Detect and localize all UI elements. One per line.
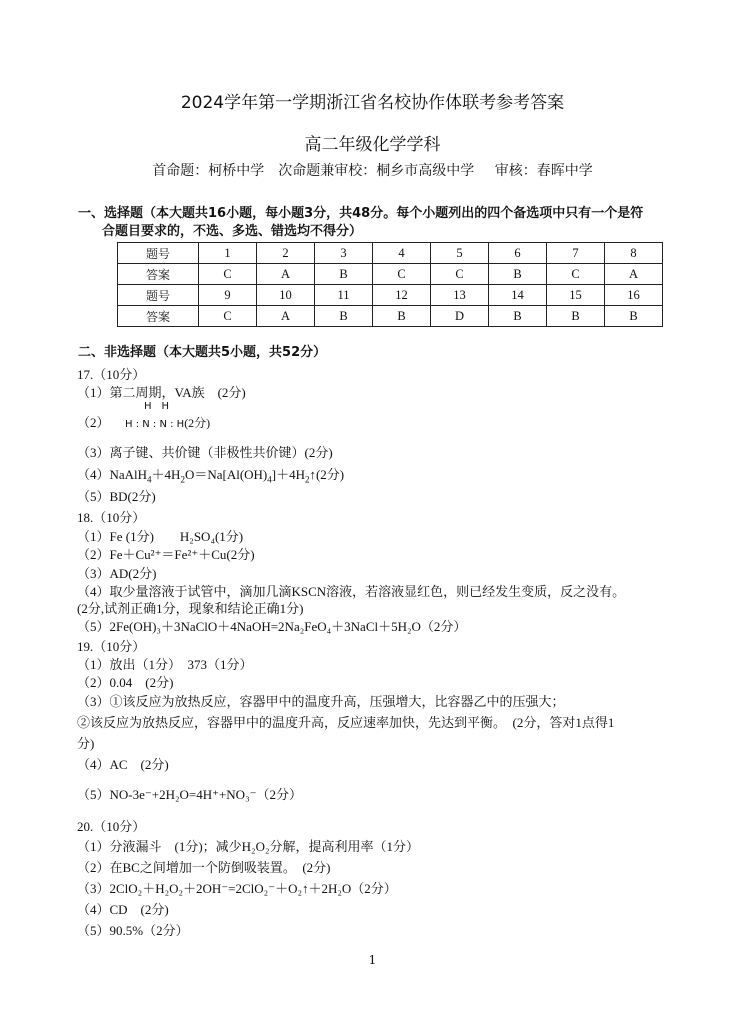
question-number: 7 (547, 243, 605, 264)
q18-heading: 18.（10分） (77, 510, 146, 525)
question-number: 8 (605, 243, 663, 264)
q17-heading: 17.（10分） (77, 367, 146, 382)
question-number: 16 (605, 285, 663, 306)
answer-cell: A (257, 306, 315, 327)
q17-answer-4: $(4)NaAlH_4+4H_2O=Na[Al(OH)_4]+4H_2↑(2$分) (77, 467, 345, 485)
question-number: 3 (315, 243, 373, 264)
answer-cell: C (199, 264, 257, 285)
section1-heading-cont: 合题目要求的，不选、多选、错选均不得分） (102, 224, 363, 239)
answer-cell: B (489, 264, 547, 285)
q18-answer-2: （2）Fe＋Cu²⁺＝Fe²⁺＋Cu(2分) (77, 547, 255, 562)
q19-answer-3-score: 分) (77, 736, 95, 751)
answer-cell: B (489, 306, 547, 327)
row-label-question: 题号 (118, 285, 199, 306)
q19-answer-4: （4）AC (2分) (77, 757, 169, 772)
lewis-top-h: H H (144, 401, 170, 412)
q20-heading: 20.（10分） (77, 819, 146, 834)
question-number: 15 (547, 285, 605, 306)
q20-answer-4: （4）CD (2分) (77, 902, 169, 917)
q19-answer-3-point2: ②该反应为放热反应，容器甲中的温度升高，反应速率加快，先达到平衡。 (2分，答对1点得1 (77, 715, 615, 730)
q19-answer-1: （1）放出（1分） 373（1分） (77, 657, 253, 672)
question-number: 5 (431, 243, 489, 264)
answer-cell: A (257, 264, 315, 285)
q18-answer-1: （1）Fe (1分) H₂SO₄(1分) (77, 529, 244, 544)
question-number: 14 (489, 285, 547, 306)
question-number: 9 (199, 285, 257, 306)
row-label-answer: 答案 (118, 264, 199, 285)
page-number: 1 (368, 953, 377, 967)
answer-cell: B (605, 306, 663, 327)
table-row (118, 243, 663, 264)
q18-answer-3: （3）AD(2分) (77, 566, 157, 581)
q20-answer-1: （1）分液漏斗 (1分)；减少H₂O₂分解，提高利用率（1分） (77, 839, 419, 854)
q17-answer-2-label: （2） (77, 415, 110, 430)
q20-answer-3: （3）2ClO₂＋H₂O₂＋2OH⁻=2ClO₂⁻＋O₂↑＋2H₂O（2分） (77, 881, 397, 896)
answer-cell: B (547, 306, 605, 327)
answer-table (117, 242, 663, 327)
question-number: 6 (489, 243, 547, 264)
answer-cell: B (315, 306, 373, 327)
q18-answer-5: （5）2Fe(OH)₃＋3NaClO＋4NaOH=2Na₂FeO₄＋3NaCl＋5H₂O（2分） (77, 619, 467, 634)
q19-answer-2: （2）0.04 (2分) (77, 675, 174, 690)
q19-answer-5: （5）NO-3e⁻+2H₂O=4H⁺+NO₃⁻（2分） (77, 787, 302, 802)
question-number: 2 (257, 243, 315, 264)
question-number: 10 (257, 285, 315, 306)
answer-cell: B (373, 306, 431, 327)
table-row (118, 264, 663, 285)
q20-answer-5: （5）90.5%（2分） (77, 923, 189, 938)
q17-answer-2-score: (2分) (184, 416, 211, 430)
q18-answer-4-score: (2分,试剂正确1分，现象和结论正确1分) (77, 601, 304, 616)
answer-cell: D (431, 306, 489, 327)
q17-answer-3: （3）离子键、共价键（非极性共价键）(2分) (77, 445, 333, 460)
question-number: 13 (431, 285, 489, 306)
q20-answer-2: （2）在BC之间增加一个防倒吸装置。 (2分) (77, 860, 331, 875)
answer-cell: B (315, 264, 373, 285)
q17-answer-5: （5）BD(2分) (77, 489, 156, 504)
lewis-main-chain (125, 412, 210, 430)
lewis-formula: H : N : N : H (125, 419, 185, 430)
answer-cell: C (431, 264, 489, 285)
row-label-question: 题号 (118, 243, 199, 264)
question-number: 4 (373, 243, 431, 264)
answer-cell: C (199, 306, 257, 327)
q19-answer-3: （3）①该反应为放热反应，容器甲中的温度升高，压强增大，比容器乙中的压强大； (77, 694, 565, 709)
hydrazine-lewis-structure (125, 401, 210, 430)
authors-line: 首命题：柯桥中学 次命题兼审校：桐乡市高级中学 审核：春晖中学 (152, 163, 593, 179)
q18-answer-4: （4）取少量溶液于试管中，滴加几滴KSCN溶液，若溶液显红色，则已经发生变质，反之没有。 (77, 584, 626, 599)
q17-answer-1: （1）第二周期，VA族 (2分) (77, 385, 246, 400)
section2-heading: 二、非选择题（本大题共5小题，共52分） (78, 345, 327, 360)
question-number: 11 (315, 285, 373, 306)
section1-heading: 一、选择题（本大题共16小题，每小题3分，共48分。每个小题列出的四个备选项中只有一个是符 (78, 206, 644, 221)
answer-cell: C (547, 264, 605, 285)
document-subtitle: 高二年级化学学科 (304, 135, 441, 155)
answer-cell: A (605, 264, 663, 285)
answer-cell: C (373, 264, 431, 285)
table-row (118, 285, 663, 306)
table-row (118, 306, 663, 327)
row-label-answer: 答案 (118, 306, 199, 327)
question-number: 1 (199, 243, 257, 264)
question-number: 12 (373, 285, 431, 306)
document-title: 2024学年第一学期浙江省名校协作体联考参考答案 (180, 93, 565, 113)
q19-heading: 19.（10分） (77, 639, 146, 654)
